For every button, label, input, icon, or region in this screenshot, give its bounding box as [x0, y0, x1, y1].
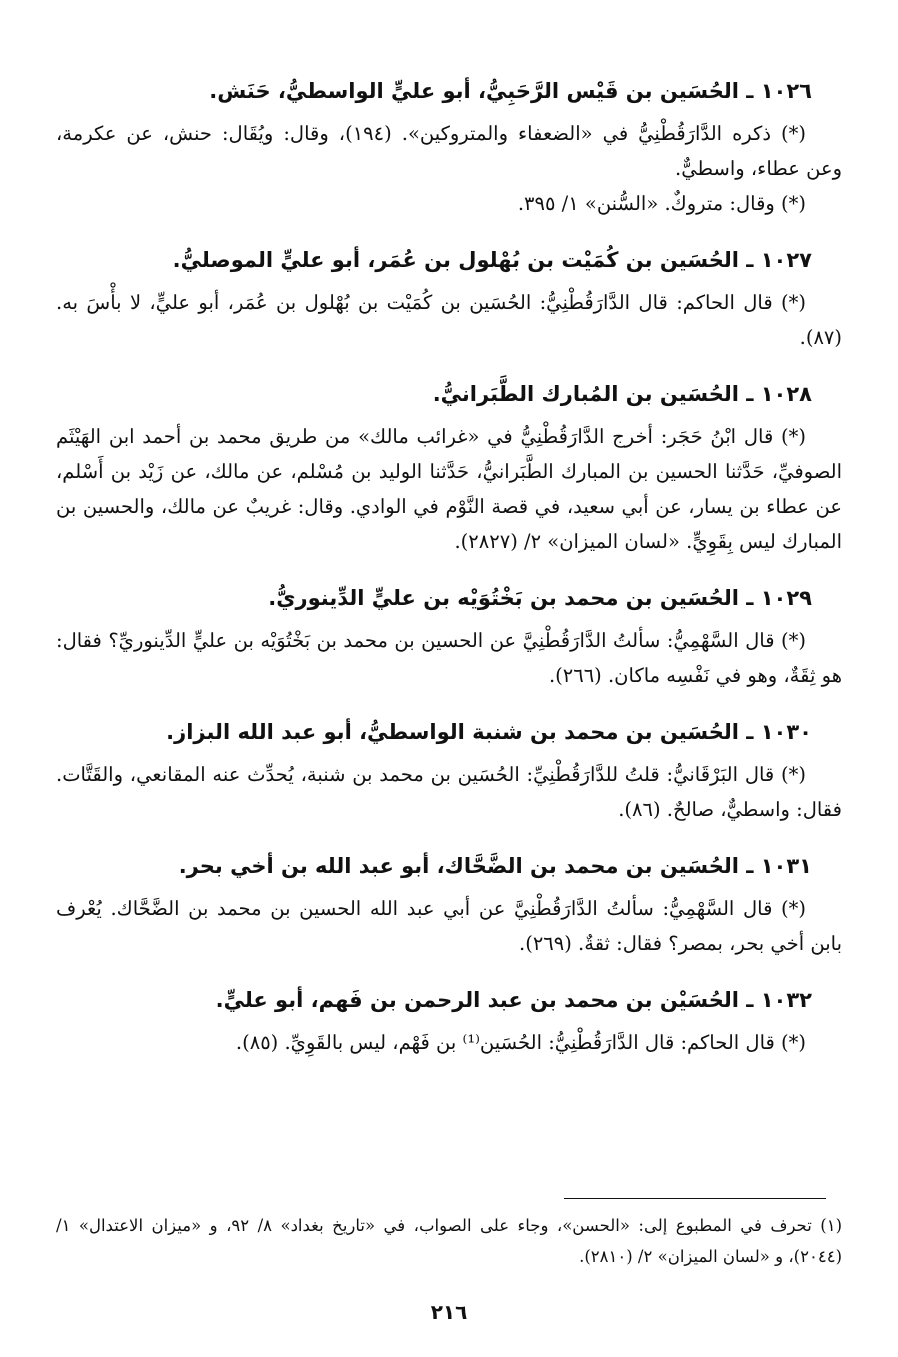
entry-paragraph: (*) قال البَرْقَانيُّ: قلتُ للدَّارَقُطْنِيِّ: الحُسَين بن محمد بن شنبة، يُحدِّث عنه المقانعي، والقَتَّات. فقال: واسطيٌّ، صالحٌ. (٨٦). [56, 763, 842, 821]
entry-1027 [56, 243, 842, 355]
footnote: (١) تحرف في المطبوع إلى: «الحسن»، وجاء على الصواب، في «تاريخ بغداد» ٨/ ٩٢، و «ميزان الاعتدال» ١/ (٢٠٤٤)، و «لسان الميزان» ٢/ (٢٨١٠). [56, 1216, 842, 1266]
entry-paragraph: (*) قال الحاكم: قال الدَّارَقُطْنِيُّ: الحُسَين⁽¹⁾ بن فَهْم، ليس بالقَوِيِّ. (٨٥). [235, 1031, 806, 1054]
entry-1030 [56, 715, 842, 827]
entry-1032 [56, 983, 842, 1060]
entry-paragraph: (*) قال السَّهْمِيُّ: سألتُ الدَّارَقُطْنِيَّ عن الحسين بن محمد بن بَخْتُوَيْه بن عليٍّ الدِّينوريِّ؟ فقال: هو ثِقَةٌ، وهو في نَفْسِه ماكان. (٢٦٦). [56, 629, 842, 687]
entry-paragraph: (*) قال الحاكم: قال الدَّارَقُطْنِيُّ: الحُسَين بن كُمَيْت بن بُهْلول بن عُمَر، أبو عليٍّ، لا بأْسَ به. (٨٧). [56, 291, 842, 349]
entry-1031 [56, 849, 842, 961]
entry-paragraph: (*) قال ابْنُ حَجَر: أخرج الدَّارَقُطْنِيُّ في «غرائب مالك» من طريق محمد بن أحمد ابن الهَيْثَم الصوفيِّ، حَدَّثنا الحسين بن المبارك الطَّبَرانيُّ، حَدَّثنا الوليد بن مُسْلم، عن مالك، عن زَيْد بن أَسْلم، عن عطاء بن يسار، عن أبي سعيد، في قصة النَّوْم في الوادي. وقال: غريبٌ عن مالك، والحسين بن المبارك ليس بِقَوِيٍّ. «لسان الميزان» ٢/ (٢٨٢٧). [56, 425, 842, 553]
entry-heading: ١٠٣٠ ـ الحُسَين بن محمد بن شنبة الواسطيُّ، أبو عبد الله البزاز. [166, 720, 812, 744]
entry-1029 [56, 581, 842, 693]
footnote-divider [564, 1198, 826, 1199]
entry-heading: ١٠٢٩ ـ الحُسَين بن محمد بن بَخْتُوَيْه بن عليٍّ الدِّينوريُّ. [268, 586, 812, 610]
entry-heading: ١٠٣٢ ـ الحُسَيْن بن محمد بن عبد الرحمن بن فَهم، أبو عليٍّ. [215, 988, 812, 1012]
entry-heading: ١٠٢٦ ـ الحُسَين بن قَيْس الرَّحَبِيُّ، أبو عليٍّ الواسطيُّ، حَنَش. [209, 79, 812, 103]
entry-paragraph: (*) وقال: متروكٌ. «السُّنن» ١/ ٣٩٥. [517, 192, 806, 215]
entry-1028 [56, 377, 842, 559]
entry-heading: ١٠٢٧ ـ الحُسَين بن كُمَيْت بن بُهْلول بن عُمَر، أبو عليٍّ الموصليُّ. [172, 248, 812, 272]
entry-paragraph: (*) قال السَّهْمِيُّ: سألتُ الدَّارَقُطْنِيَّ عن أبي عبد الله الحسين بن محمد بن الضَّحَّاك. يُعْرف بابن أخي بحر، بمصر؟ فقال: ثقةٌ. (٢٦٩). [56, 897, 842, 955]
page-number: ٢١٦ [430, 1300, 468, 1324]
entry-1026 [56, 74, 842, 221]
entry-heading: ١٠٢٨ ـ الحُسَين بن المُبارك الطَّبَرانيُّ. [432, 382, 812, 406]
entry-paragraph: (*) ذكره الدَّارَقُطْنِيُّ في «الضعفاء والمتروكين». (١٩٤)، وقال: ويُقَال: حنش، عن عكرمة، وعن عطاء، واسطيٌّ. [56, 122, 842, 180]
page-body [56, 74, 842, 1082]
entry-heading: ١٠٣١ ـ الحُسَين بن محمد بن الضَّحَّاك، أبو عبد الله بن أخي بحر. [178, 854, 812, 878]
